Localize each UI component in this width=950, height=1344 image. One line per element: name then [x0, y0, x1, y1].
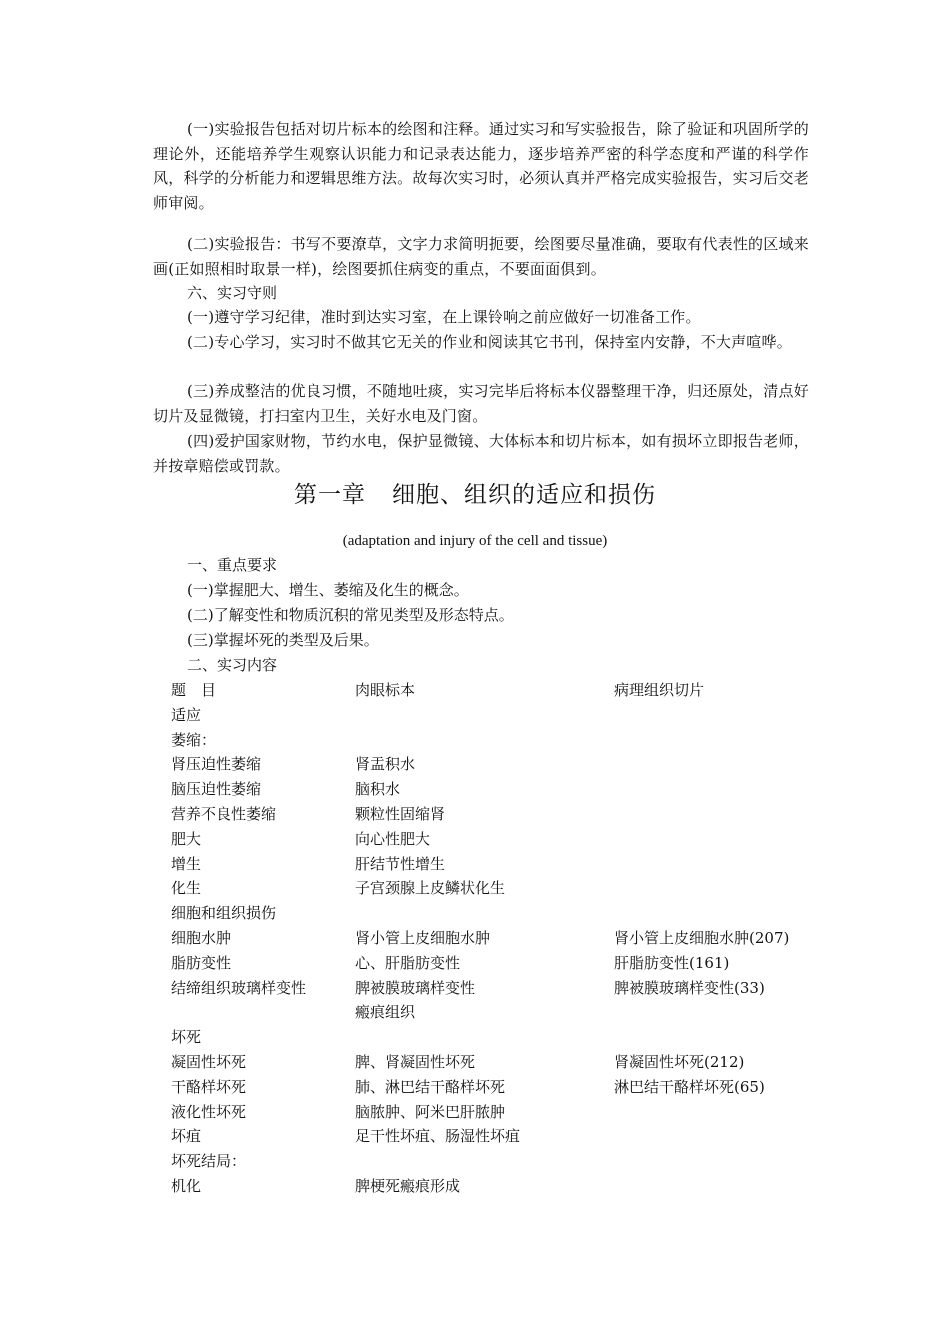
requirement-item: (三)掌握坏死的类型及后果。: [187, 631, 379, 649]
table-row: [171, 901, 811, 926]
table-row: [171, 1149, 811, 1174]
header-gross-specimen: 肉眼标本: [355, 681, 416, 699]
cell-gross-specimen: 脑脓肿、阿米巴肝脓肿: [355, 1102, 506, 1121]
table-row: [171, 1100, 811, 1125]
table-row: [171, 1025, 811, 1050]
cell-topic: 结缔组织玻璃样变性: [171, 978, 307, 997]
cell-topic: 坏死结局：: [171, 1152, 247, 1171]
table-row: [171, 703, 811, 728]
section-heading-key-requirements: 一、重点要求: [187, 556, 278, 574]
table-row: [171, 777, 811, 802]
table-row: [171, 1075, 811, 1100]
cell-histology-slide: 脾被膜玻璃样变性(33): [614, 978, 765, 997]
cell-topic: 适应: [171, 705, 202, 724]
chapter-number: 第一章: [294, 482, 366, 508]
table-row: [171, 976, 811, 1001]
cell-topic: 细胞水肿: [171, 928, 232, 947]
table-row: [171, 926, 811, 951]
cell-histology-slide: 肾凝固性坏死(212): [614, 1052, 745, 1071]
table-row: [171, 1050, 811, 1075]
rule-3: (三)养成整洁的优良习惯，不随地吐痰，实习完毕后将标本仪器整理干净，归还原处，清点好切片及显微镜，打扫室内卫生，关好水电及门窗。: [153, 382, 809, 425]
cell-topic: 萎缩：: [171, 730, 217, 749]
chapter-name: 细胞、组织的适应和损伤: [392, 482, 656, 508]
table-row: [171, 1124, 811, 1149]
cell-topic: 液化性坏死: [171, 1102, 247, 1121]
cell-gross-specimen: 肾小管上皮细胞水肿: [355, 928, 491, 947]
cell-topic: 机化: [171, 1176, 202, 1195]
cell-topic: 细胞和组织损伤: [171, 904, 277, 923]
cell-topic: 化生: [171, 879, 202, 898]
table-body: [171, 703, 811, 1199]
cell-gross-specimen: 向心性肥大: [355, 829, 431, 848]
table-row: [171, 951, 811, 976]
table-row: [171, 827, 811, 852]
section-heading-lab-rules: 六、实习守则: [187, 284, 278, 302]
table-row: [171, 802, 811, 827]
cell-histology-slide: 淋巴结干酪样坏死(65): [614, 1077, 765, 1096]
rule-2: (二)专心学习，实习时不做其它无关的作业和阅读其它书刊，保持室内安静，不大声喧哗。: [187, 333, 792, 351]
cell-gross-specimen: 脾、肾凝固性坏死: [355, 1052, 476, 1071]
cell-gross-specimen: 肝结节性增生: [355, 854, 446, 873]
chapter-title: [0, 478, 950, 512]
table-header-row: [171, 678, 811, 703]
table-row: [171, 876, 811, 901]
cell-gross-specimen: 瘢痕组织: [355, 1003, 416, 1022]
cell-topic: 坏疽: [171, 1127, 202, 1146]
cell-gross-specimen: 肺、淋巴结干酪样坏死: [355, 1077, 506, 1096]
cell-topic: 增生: [171, 854, 202, 873]
cell-gross-specimen: 心、肝脂肪变性: [355, 953, 461, 972]
cell-gross-specimen: 脾梗死瘢痕形成: [355, 1176, 461, 1195]
section-heading-lab-content: 二、实习内容: [187, 656, 278, 674]
requirement-item: (二)了解变性和物质沉积的常见类型及形态特点。: [187, 606, 514, 624]
cell-topic: 坏死: [171, 1028, 202, 1047]
cell-topic: 肥大: [171, 829, 202, 848]
header-topic: 题 目: [171, 681, 217, 699]
requirement-item: (一)掌握肥大、增生、萎缩及化生的概念。: [187, 581, 469, 599]
table-row: [171, 752, 811, 777]
cell-topic: 脑压迫性萎缩: [171, 780, 262, 799]
cell-topic: 脂肪变性: [171, 953, 232, 972]
cell-gross-specimen: 脾被膜玻璃样变性: [355, 978, 476, 997]
cell-topic: 干酪样坏死: [171, 1077, 247, 1096]
cell-gross-specimen: 足干性坏疽、肠湿性坏疽: [355, 1127, 521, 1146]
header-histology-slide: 病理组织切片: [614, 681, 705, 699]
rule-1: (一)遵守学习纪律，准时到达实习室，在上课铃响之前应做好一切准备工作。: [187, 308, 701, 326]
paragraph-report-writing: (二)实验报告：书写不要潦草，文字力求简明扼要，绘图要尽量准确，要取有代表性的区域来画(正如照相时取景一样)，绘图要抓住病变的重点，不要面面俱到。: [153, 235, 809, 278]
cell-histology-slide: 肝脂肪变性(161): [614, 953, 730, 972]
table-row: [171, 728, 811, 753]
cell-gross-specimen: 肾盂积水: [355, 755, 416, 774]
cell-topic: 凝固性坏死: [171, 1052, 247, 1071]
table-row: [171, 1174, 811, 1199]
cell-histology-slide: 肾小管上皮细胞水肿(207): [614, 928, 790, 947]
paragraph-report-content: (一)实验报告包括对切片标本的绘图和注释。通过实习和写实验报告，除了验证和巩固所学的理论外，还能培养学生观察认识能力和记录表达能力，逐步培养严密的科学态度和严谨的科学作风，科学的分析能力和逻辑思维方法。故每次实习时，必须认真并严格完成实验报告，实习后交老师审阅。: [153, 120, 809, 212]
table-row: [171, 1000, 811, 1025]
cell-gross-specimen: 颗粒性固缩肾: [355, 804, 446, 823]
cell-topic: 营养不良性萎缩: [171, 804, 277, 823]
lab-content-table: [171, 678, 811, 1199]
cell-gross-specimen: 脑积水: [355, 780, 401, 799]
cell-topic: 肾压迫性萎缩: [171, 755, 262, 774]
rule-4: (四)爱护国家财物，节约水电，保护显微镜、大体标本和切片标本，如有损坏立即报告老师，并按章赔偿或罚款。: [153, 432, 809, 475]
table-row: [171, 852, 811, 877]
chapter-english-title: (adaptation and injury of the cell and tissue): [342, 533, 608, 549]
cell-gross-specimen: 子宫颈腺上皮鳞状化生: [355, 879, 506, 898]
